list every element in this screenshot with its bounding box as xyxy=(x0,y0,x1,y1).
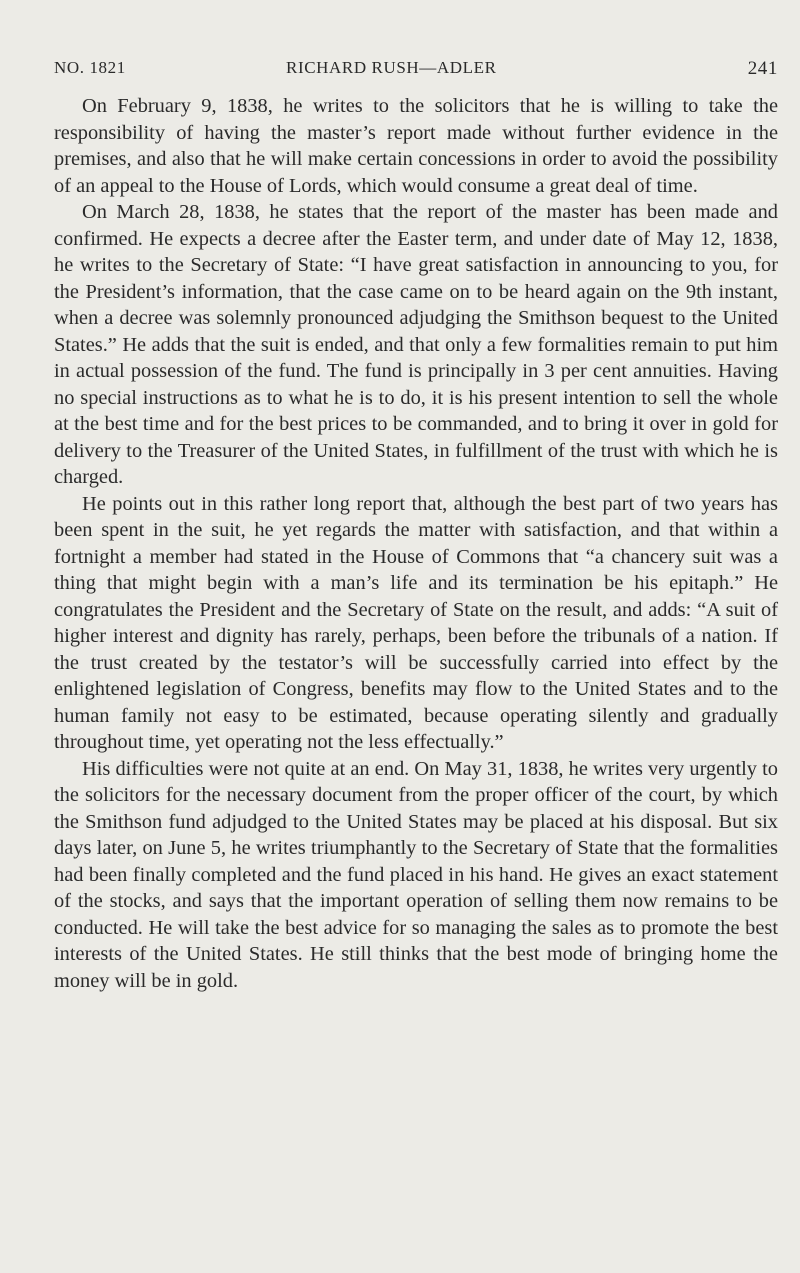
paragraph: On February 9, 1838, he writes to the solicitors that he is willing to take the responsibility of having the master’s report made without further evidence in the premises, and also that he will make certain concessions in order to avoid the possibility of an appeal to the House of Lords, which would consume a great deal of time. xyxy=(54,95,778,197)
running-head xyxy=(54,58,778,82)
paragraph: On March 28, 1838, he states that the report of the master has been made and confirmed. He expects a decree after the Easter term, and under date of May 12, 1838, he writes to the Secretary of State: “I have great satisfaction in announcing to you, for the President’s information, that the case came on to be heard again on the 9th instant, when a decree was solemnly pronounced adjudging the Smithson bequest to the United States.” He adds that the suit is ended, and that only a few formalities remain to put him in actual possession of the fund. The fund is principally in 3 per cent annuities. Having no special instructions as to what he is to do, it is his present intention to sell the whole at the best time and for the best prices to be commanded, and to bring it over in gold for delivery to the Treasurer of the United States, in fulfillment of the trust with which he is charged. xyxy=(54,201,778,488)
paragraph: His difficulties were not quite at an end. On May 31, 1838, he writes very urgently to the solicitors for the necessary document from the proper officer of the court, by which the Smithson fund adjudged to the United States may be placed at his disposal. But six days later, on June 5, he writes triumphantly to the Secretary of State that the formalities had been finally completed and the fund placed in his hand. He gives an exact statement of the stocks, and says that the important operation of selling them now remains to be conducted. He will take the best advice for so managing the sales as to promote the best interests of the United States. He still thinks that the best mode of bringing home the money will be in gold. xyxy=(54,757,778,992)
paragraph: He points out in this rather long report that, although the best part of two years has been spent in the suit, he yet regards the matter with satisfaction, and that within a fortnight a member had stated in the House of Commons that “a chancery suit was a thing that might begin with a man’s life and its termination be his epitaph.” He congratulates the President and the Secretary of State on the result, and adds: “A suit of higher interest and dignity has rarely, perhaps, been before the tribunals of a nation. If the trust created by the testator’s will be successfully carried into effect by the enlightened legislation of Congress, benefits may flow to the United States and to the human family not easy to be estimated, because operating silently and gradually throughout time, yet operating not the less effectually.” xyxy=(54,492,778,753)
running-title: RICHARD RUSH—ADLER xyxy=(286,58,497,77)
document-number: NO. 1821 xyxy=(54,58,126,77)
page-number: 241 xyxy=(747,58,778,79)
body-text xyxy=(54,93,778,994)
